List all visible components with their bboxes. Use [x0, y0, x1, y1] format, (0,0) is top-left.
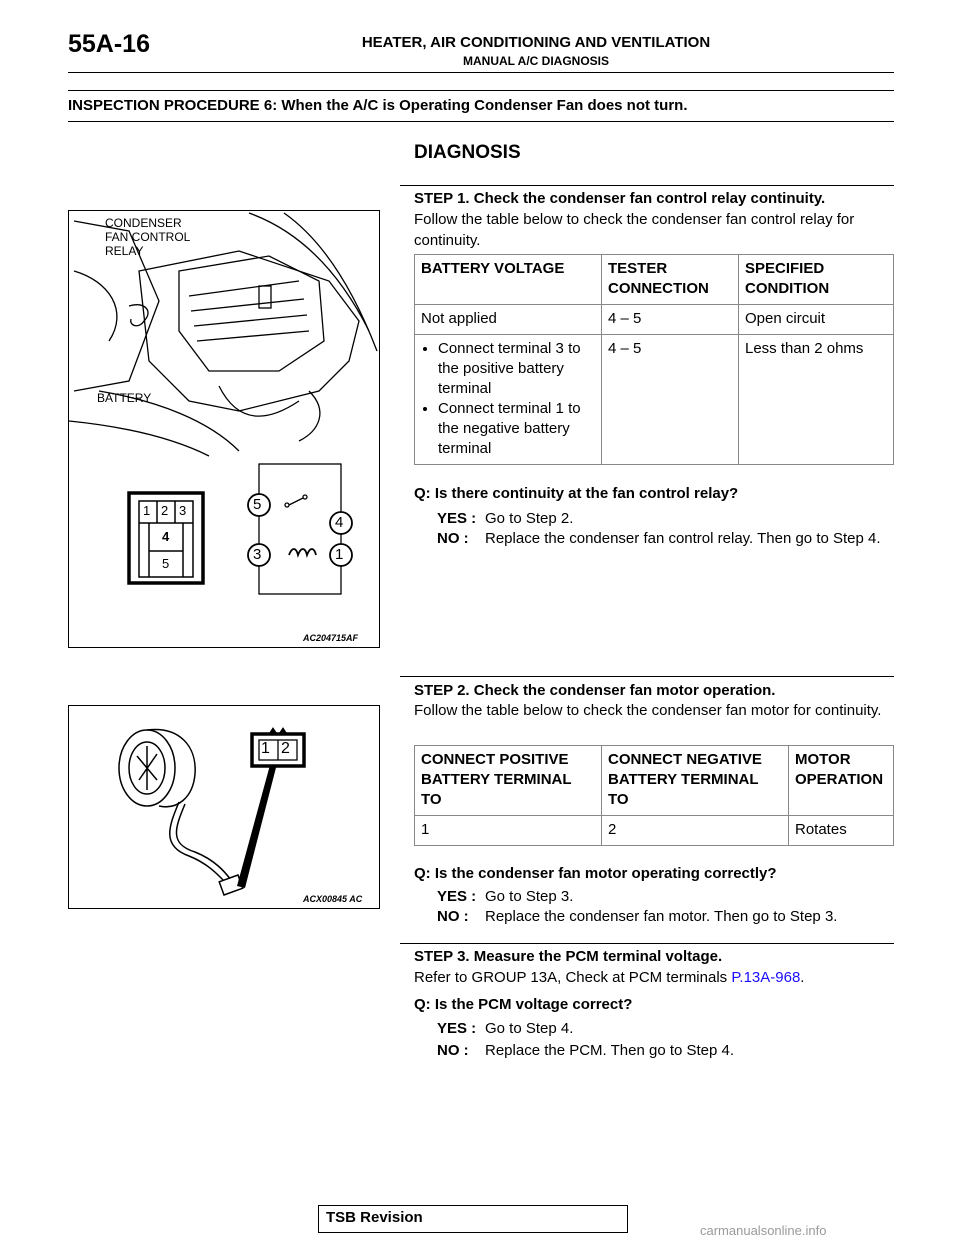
table-cell: Rotates [789, 816, 894, 846]
connector-pin: 4 [162, 529, 170, 544]
table-cell: 4 – 5 [602, 335, 739, 465]
connector-pin: 1 [143, 503, 151, 518]
table-row [415, 816, 894, 846]
table-cell: 2 [602, 816, 789, 846]
table-cell [415, 335, 602, 465]
table-header-row [415, 255, 894, 305]
circuit-terminal: 5 [253, 496, 262, 513]
step3-intro-text: Refer to GROUP 13A, Check at PCM terminals [414, 969, 732, 986]
footer-label: TSB Revision [326, 1209, 423, 1226]
procedure-rule-bottom [68, 121, 894, 122]
step2-rule [400, 676, 894, 677]
yes-text: Go to Step 3. [485, 888, 574, 905]
figure-code: AC204715AF [303, 633, 359, 643]
procedure-title: INSPECTION PROCEDURE 6: When the A/C is Operating Condenser Fan does not turn. [68, 97, 688, 114]
no-text: Replace the PCM. Then go to Step 4. [485, 1042, 735, 1059]
battery-label: BATTERY [97, 391, 152, 405]
circuit-terminal: 4 [335, 514, 344, 531]
step3-yes [437, 1018, 895, 1039]
table-header-cell: MOTOR OPERATION [789, 746, 894, 816]
no-label: NO : [437, 530, 469, 547]
relay-label-line: RELAY [105, 244, 144, 258]
table-row [415, 305, 894, 335]
relay-illustration [69, 211, 379, 647]
fan-connector [252, 728, 304, 766]
step3-rule [400, 943, 894, 944]
table-row [415, 335, 894, 465]
table-header-cell: CONNECT NEGATIVE BATTERY TERMINAL TO [602, 746, 789, 816]
step2-title: STEP 2. Check the condenser fan motor operation. [414, 682, 776, 699]
pcm-terminals-link[interactable]: P.13A-968 [731, 969, 801, 986]
yes-label: YES : [437, 1020, 477, 1037]
diagnosis-title: DIAGNOSIS [414, 142, 521, 163]
step1-intro: Follow the table below to check the condenser fan control relay for continuity. [414, 211, 855, 249]
step1-title: STEP 1. Check the condenser fan control relay continuity. [414, 190, 826, 207]
step3-title: STEP 3. Measure the PCM terminal voltage. [414, 948, 723, 965]
step1-table [414, 254, 894, 465]
table-cell: Less than 2 ohms [739, 335, 894, 465]
connector-pin: 2 [161, 503, 169, 518]
page-number: 55A-16 [68, 30, 150, 58]
fan-connector-pin: 2 [281, 740, 290, 757]
circuit-terminal: 3 [253, 546, 262, 563]
header-title: HEATER, AIR CONDITIONING AND VENTILATION [361, 34, 711, 51]
fan-motor-illustration [69, 706, 379, 908]
no-text: Replace the condenser fan motor. Then go to Step 3. [485, 908, 838, 925]
step2-no [437, 906, 895, 927]
step1-question: Q: Is there continuity at the fan control relay? [414, 485, 739, 502]
fan-connector-pin: 1 [261, 740, 270, 757]
bullet-list [421, 339, 595, 459]
relay-label-line: FAN CONTROL [105, 230, 191, 244]
step3-question: Q: Is the PCM voltage correct? [414, 996, 633, 1013]
step2-question: Q: Is the condenser fan motor operating correctly? [414, 865, 777, 882]
figure-code: ACX00845 AC [303, 894, 363, 904]
no-label: NO : [437, 1042, 469, 1059]
procedure-rule-top [68, 90, 894, 91]
list-item: • Connect terminal 3 to the positive battery terminal [438, 339, 595, 399]
step3-intro [414, 967, 894, 988]
step3-no [437, 1040, 895, 1061]
circuit-terminal: 1 [335, 546, 344, 563]
table-header-cell: BATTERY VOLTAGE [415, 255, 602, 305]
watermark: carmanualsonline.info [700, 1223, 827, 1238]
table-header-cell: CONNECT POSITIVE BATTERY TERMINAL TO [415, 746, 602, 816]
table-cell: 1 [415, 816, 602, 846]
connector-pin: 3 [179, 503, 187, 518]
table-cell: 4 – 5 [602, 305, 739, 335]
no-label: NO : [437, 908, 469, 925]
yes-label: YES : [437, 510, 477, 527]
list-item: • Connect terminal 1 to the negative battery terminal [438, 399, 595, 459]
table-header-cell: TESTER CONNECTION [602, 255, 739, 305]
relay-figure [68, 210, 380, 648]
no-text: Replace the condenser fan control relay. Then go to Step 4. [485, 530, 881, 547]
relay-label [105, 216, 190, 258]
fan-motor-figure [68, 705, 380, 909]
table-cell: Not applied [415, 305, 602, 335]
step1-no [437, 528, 895, 549]
step1-rule [400, 185, 894, 186]
table-header-cell: SPECIFIED CONDITION [739, 255, 894, 305]
step3-intro-suffix: . [800, 969, 805, 986]
connector-pin: 5 [162, 556, 170, 571]
step2-table [414, 745, 894, 846]
header-rule [68, 72, 894, 73]
header-subtitle: MANUAL A/C DIAGNOSIS [462, 54, 609, 68]
step1-yes [437, 508, 895, 529]
step2-yes [437, 886, 895, 907]
yes-text: Go to Step 2. [485, 510, 574, 527]
yes-text: Go to Step 4. [485, 1020, 574, 1037]
relay-label-line: CONDENSER [105, 216, 182, 230]
step2-intro: Follow the table below to check the condenser fan motor for continuity. [414, 702, 882, 719]
table-cell: Open circuit [739, 305, 894, 335]
table-header-row [415, 746, 894, 816]
yes-label: YES : [437, 888, 477, 905]
